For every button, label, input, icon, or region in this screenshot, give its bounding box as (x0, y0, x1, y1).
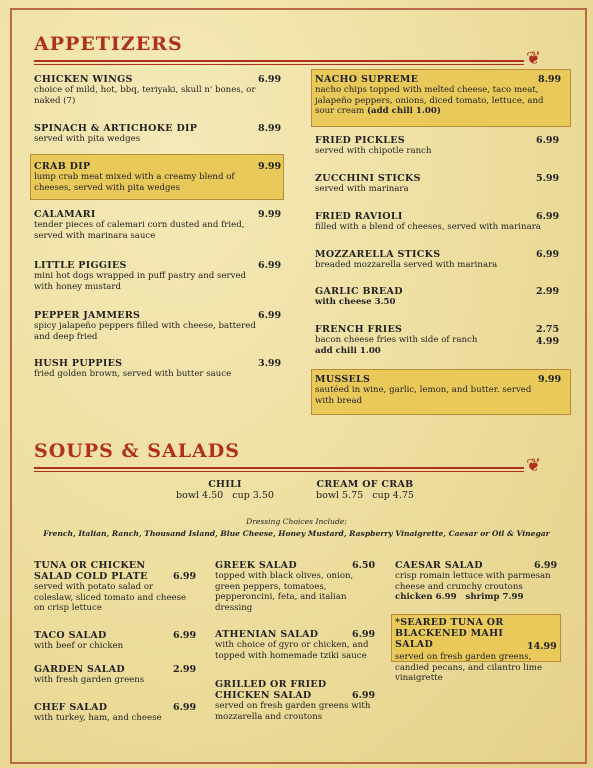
item-price: 2.75 (536, 324, 560, 335)
item-desc: breaded mozzarella served with marinara (315, 260, 498, 270)
item-desc: with choice of gyro or chicken, and topped with homemade tziki sauce (215, 640, 369, 661)
item-desc: with fresh garden greens (34, 675, 145, 685)
soup-name: CHILI (208, 479, 242, 490)
item-price: 9.99 (258, 161, 282, 172)
item-price: 6.99 (536, 135, 560, 146)
menu-item (315, 324, 547, 356)
item-desc: with cheese 3.50 (315, 297, 396, 307)
soup-cream-of-crab (300, 479, 430, 501)
item-price: 5.99 (536, 173, 560, 184)
item-name: CAESAR SALAD (395, 560, 483, 571)
item-desc: tender pieces of calemari corn dusted and fried, served with marinara sauce (34, 220, 245, 241)
item-desc: spicy jalapeño peppers filled with cheese, battered and deep fried (34, 321, 256, 342)
item-desc: with turkey, ham, and cheese (34, 713, 162, 723)
item-extra: add chili 1.00 (315, 345, 381, 356)
item-name: CRAB DIP (34, 161, 91, 172)
item-desc: choice of mild, hot, bbq, teriyaki, skull n' bones, or naked (7) (34, 85, 256, 106)
menu-item (315, 211, 547, 233)
item-price: 6.99 (173, 702, 197, 713)
item-name: FRIED RAVIOLI (315, 211, 403, 222)
soup-chili (160, 479, 290, 501)
item-name: GRILLED OR FRIED (215, 679, 327, 690)
menu-item (315, 173, 547, 195)
item-desc: served on fresh garden greens, candied pecans, and cilantro lime vinaigrette (395, 652, 543, 683)
menu-item (34, 209, 264, 241)
appetizers-rule-thin (34, 64, 524, 65)
menu-item (34, 161, 264, 193)
item-name-line2: SALAD COLD PLATE (34, 571, 148, 582)
item-desc: bacon cheese fries with side of ranch (315, 335, 478, 345)
item-name: FRIED PICKLES (315, 135, 405, 146)
menu-item (34, 702, 197, 724)
item-name: *SEARED TUNA OR (395, 617, 504, 628)
item-extra: (add chili 1.00) (366, 106, 441, 116)
soups-rule-thin (34, 471, 524, 472)
item-desc: served with chipotle ranch (315, 146, 432, 156)
item-desc: served with pita wedges (34, 134, 141, 144)
item-price: 6.99 (352, 629, 376, 640)
item-name: CALAMARI (34, 209, 96, 220)
item-name: NACHO SUPREME (315, 74, 419, 85)
swirl-ornament-icon: ❦ (526, 455, 542, 476)
item-name: ATHENIAN SALAD (215, 629, 319, 640)
item-price: 14.99 (527, 641, 557, 652)
item-name-line2: CHICKEN SALAD (215, 690, 312, 701)
item-price: 6.99 (258, 310, 282, 321)
item-desc: crisp romain lettuce with parmesan cheese and crunchy croutons (395, 571, 551, 592)
menu-item (215, 629, 375, 661)
item-price: 6.99 (173, 571, 197, 582)
item-price: 8.99 (258, 123, 282, 134)
item-name: GARDEN SALAD (34, 664, 125, 675)
item-name: MOZZARELLA STICKS (315, 249, 441, 260)
menu-item (34, 664, 197, 686)
item-name: GARLIC BREAD (315, 286, 403, 297)
menu-item (34, 630, 197, 652)
item-name: CHICKEN WINGS (34, 74, 133, 85)
menu-item (34, 358, 264, 380)
item-desc: mini hot dogs wrapped in puff pastry and served with honey mustard (34, 271, 247, 292)
item-desc: lump crab meat mixed with a creamy blend of cheeses, served with pita wedges (34, 172, 235, 193)
item-name: CHEF SALAD (34, 702, 108, 713)
menu-item (34, 74, 264, 106)
item-price: 3.99 (258, 358, 282, 369)
item-price: 8.99 (538, 74, 562, 85)
item-price: 9.99 (538, 374, 562, 385)
item-price: 6.99 (536, 249, 560, 260)
item-name: GREEK SALAD (215, 560, 297, 571)
menu-item (315, 374, 547, 406)
soup-prices: bowl 4.50 cup 3.50 (176, 490, 274, 501)
soups-title: SOUPS & SALADS (34, 440, 240, 462)
menu-item (315, 249, 547, 271)
item-extra: chicken 6.99 shrimp 7.99 (395, 592, 524, 602)
appetizers-rule (34, 60, 524, 62)
item-desc: topped with black olives, onion, green peppers, tomatoes, pepperoncini, feta, and italian dressing (215, 571, 354, 613)
menu-item (215, 560, 375, 613)
item-desc: served with marinara (315, 184, 409, 194)
swirl-ornament-icon: ❦ (526, 48, 542, 69)
item-price: 9.99 (258, 209, 282, 220)
item-name: TUNA OR CHICKEN (34, 560, 146, 571)
menu-item (34, 310, 264, 342)
item-desc: served with potato salad or coleslaw, sliced tomato and cheese on crisp lettuce (34, 582, 187, 613)
soup-name: CREAM OF CRAB (316, 479, 414, 490)
soups-rule (34, 467, 524, 469)
menu-item (315, 74, 547, 117)
menu-item (34, 260, 264, 292)
item-price: 6.99 (534, 560, 558, 571)
soup-prices: bowl 5.75 cup 4.75 (316, 490, 414, 501)
item-desc: fried golden brown, served with butter sauce (34, 369, 232, 379)
menu-item (315, 135, 547, 157)
item-name: ZUCCHINI STICKS (315, 173, 421, 184)
item-desc: served on fresh garden greens with mozzarella and croutons (215, 701, 371, 722)
item-name: FRENCH FRIES (315, 324, 403, 335)
item-name-line3: SALAD (395, 639, 434, 650)
item-name: LITTLE PIGGIES (34, 260, 127, 271)
item-desc: sautéed in wine, garlic, lemon, and butter. served with bread (315, 385, 532, 406)
item-name: SPINACH & ARTICHOKE DIP (34, 123, 198, 134)
dressing-title: Dressing Choices Include: (246, 517, 347, 526)
item-price: 6.99 (536, 211, 560, 222)
item-price: 6.99 (173, 630, 197, 641)
item-name-line2: BLACKENED MAHI (395, 628, 504, 639)
menu-item (34, 123, 264, 145)
item-price: 6.50 (352, 560, 376, 571)
item-price: 2.99 (536, 286, 560, 297)
item-desc: with beef or chicken (34, 641, 124, 651)
menu-item (215, 679, 375, 722)
item-desc: filled with a blend of cheeses, served with marinara (315, 222, 541, 232)
item-price: 6.99 (258, 74, 282, 85)
item-price: 6.99 (352, 690, 376, 701)
menu-item (315, 286, 547, 308)
item-price-alt: 4.99 (536, 336, 560, 347)
dressing-list: French, Italian, Ranch, Thousand Island, Blue Cheese, Honey Mustard, Raspberry Vinaigrette, Caesar or Oil & Vinegar (43, 529, 550, 538)
item-name: PEPPER JAMMERS (34, 310, 141, 321)
item-name: MUSSELS (315, 374, 371, 385)
item-price: 2.99 (173, 664, 197, 675)
item-name: TACO SALAD (34, 630, 107, 641)
appetizers-title: APPETIZERS (34, 33, 183, 55)
item-desc: nacho chips topped with melted cheese, taco meat, jalapeño peppers, onions, diced tomato, lettuce, and sour cream (315, 85, 544, 116)
item-price: 6.99 (258, 260, 282, 271)
menu-item (34, 560, 197, 614)
item-name: HUSH PUPPIES (34, 358, 123, 369)
